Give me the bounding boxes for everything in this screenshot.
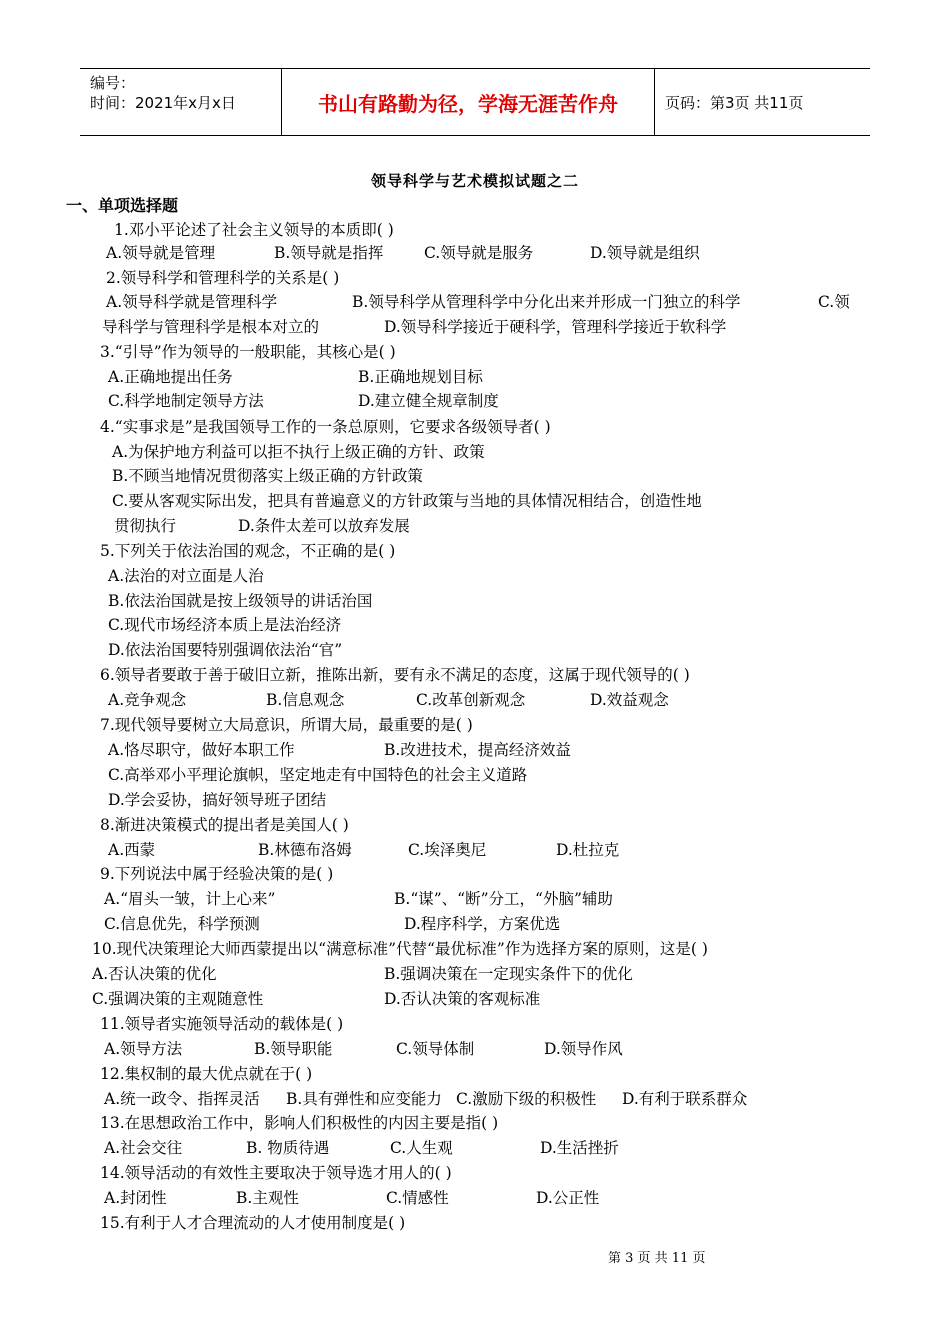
option-text: B.改进技术，提高经济效益 [384, 741, 571, 759]
option-text: C.领 [818, 293, 850, 311]
option-text: B.领导职能 [254, 1040, 333, 1058]
option-text: B.信息观念 [266, 691, 345, 709]
option-text: D.建立健全规章制度 [358, 392, 499, 410]
question-line: 导科学与管理科学是根本对立的 [102, 318, 320, 336]
option-text: D.杜拉克 [556, 841, 620, 859]
question-line: 13.在思想政治工作中，影响人们积极性的内因主要是指( ) [100, 1114, 499, 1132]
question-line: A.领导方法 [104, 1040, 183, 1058]
question-line: 3.“引导”作为领导的一般职能，其核心是( ) [100, 343, 396, 361]
option-text: B.强调决策在一定现实条件下的优化 [384, 965, 633, 983]
question-line: C.强调决策的主观随意性 [92, 990, 264, 1008]
question-line: A.法治的对立面是人治 [108, 567, 264, 585]
question-line: A.西蒙 [108, 841, 156, 859]
option-text: B. 物质待遇 [246, 1139, 330, 1157]
option-text: C.情感性 [386, 1189, 449, 1207]
doc-title: 领导科学与艺术模拟试题之二 [370, 172, 579, 190]
option-text: B.林德布洛姆 [258, 841, 352, 859]
question-line: 14.领导活动的有效性主要取决于领导选才用人的( ) [100, 1164, 452, 1182]
question-line: 6.领导者要敢于善于破旧立新，推陈出新，要有永不满足的态度，这属于现代领导的( ) [100, 666, 690, 684]
option-text: D.否认决策的客观标准 [384, 990, 541, 1008]
option-text: C.埃泽奥尼 [408, 841, 487, 859]
question-line: 5.下列关于依法治国的观念，不正确的是( ) [100, 542, 396, 560]
option-text: D.领导科学接近于硬科学，管理科学接近于软科学 [384, 318, 727, 336]
question-line: C.现代市场经济本质上是法治经济 [108, 616, 342, 634]
question-line: A.竞争观念 [108, 691, 187, 709]
question-line: A.封闭性 [104, 1189, 167, 1207]
option-text: D.效益观念 [590, 691, 669, 709]
serial-label: 编号： [90, 74, 136, 92]
option-text: C.人生观 [390, 1139, 453, 1157]
question-line: D.学会妥协，搞好领导班子团结 [108, 791, 327, 809]
option-text: C.领导体制 [396, 1040, 475, 1058]
option-text: C.激励下级的积极性 [456, 1090, 597, 1108]
question-line: 4.“实事求是”是我国领导工作的一条总原则，它要求各级领导者( ) [100, 418, 551, 436]
option-text: B.领导就是指挥 [274, 244, 384, 262]
question-line: 7.现代领导要树立大局意识，所谓大局，最重要的是( ) [100, 716, 473, 734]
question-line: B.依法治国就是按上级领导的讲话治国 [108, 592, 373, 610]
question-line: 8.渐进决策模式的提出者是美国人( ) [100, 816, 349, 834]
question-line: A.社会交往 [104, 1139, 183, 1157]
question-line: 10.现代决策理论大师西蒙提出以“满意标准”代替“最优标准”作为选择方案的原则，这是( ) [92, 940, 708, 958]
page-info: 页码：第3页 共11页 [665, 93, 804, 112]
option-text: B.主观性 [236, 1189, 299, 1207]
question-line: 15.有利于人才合理流动的人才使用制度是( ) [100, 1214, 406, 1232]
page-footer: 第 3 页 共 11 页 [608, 1251, 706, 1266]
option-text: B.领导科学从管理科学中分化出来并形成一门独立的科学 [352, 293, 741, 311]
question-line: C.要从客观实际出发，把具有普遍意义的方针政策与当地的具体情况相结合，创造性地 [112, 492, 702, 510]
motto: 书山有路勤为径，学海无涯苦作舟 [282, 69, 655, 135]
option-text: D.有利于联系群众 [622, 1090, 748, 1108]
option-text: B.正确地规划目标 [358, 368, 483, 386]
question-line: A.恪尽职守，做好本职工作 [108, 741, 295, 759]
header-left-cell [80, 69, 282, 135]
option-text: B.“谋”、“断”分工，“外脑”辅助 [394, 890, 613, 908]
question-line: 贯彻执行 [114, 517, 177, 535]
question-line: A.统一政令、指挥灵活 [104, 1090, 260, 1108]
option-text: C.领导就是服务 [424, 244, 534, 262]
option-text: D.生活挫折 [540, 1139, 619, 1157]
question-line: 9.下列说法中属于经验决策的是( ) [100, 865, 334, 883]
option-text: D.领导就是组织 [590, 244, 700, 262]
question-line: C.信息优先，科学预测 [104, 915, 260, 933]
option-text: D.公正性 [536, 1189, 600, 1207]
question-line: 2.领导科学和管理科学的关系是( ) [106, 269, 340, 287]
question-line: A.否认决策的优化 [92, 965, 217, 983]
question-line: A.正确地提出任务 [108, 368, 233, 386]
option-text: D.程序科学，方案优选 [404, 915, 561, 933]
question-line: C.高举邓小平理论旗帜，坚定地走有中国特色的社会主义道路 [108, 766, 528, 784]
question-line: A.“眉头一皱，计上心来” [104, 890, 276, 908]
date-label: 时间：2021年x月x日 [90, 94, 236, 112]
option-text: C.改革创新观念 [416, 691, 526, 709]
option-text: B.具有弹性和应变能力 [286, 1090, 442, 1108]
question-line: 1.邓小平论述了社会主义领导的本质即( ) [114, 221, 394, 239]
section-title: 一、单项选择题 [66, 196, 179, 215]
question-line: B.不顾当地情况贯彻落实上级正确的方针政策 [112, 467, 423, 485]
question-line: C.科学地制定领导方法 [108, 392, 264, 410]
option-text: D.领导作风 [544, 1040, 623, 1058]
question-line: 12.集权制的最大优点就在于( ) [100, 1065, 313, 1083]
question-line: A.领导科学就是管理科学 [106, 293, 278, 311]
header-table [80, 68, 870, 136]
option-text: D.条件太差可以放弃发展 [238, 517, 410, 535]
question-line: 11.领导者实施领导活动的载体是( ) [100, 1015, 344, 1033]
question-line: D.依法治国要特别强调依法治“官” [108, 641, 343, 659]
question-line: A.为保护地方利益可以拒不执行上级正确的方针、政策 [112, 443, 485, 461]
question-line: A.领导就是管理 [106, 244, 216, 262]
